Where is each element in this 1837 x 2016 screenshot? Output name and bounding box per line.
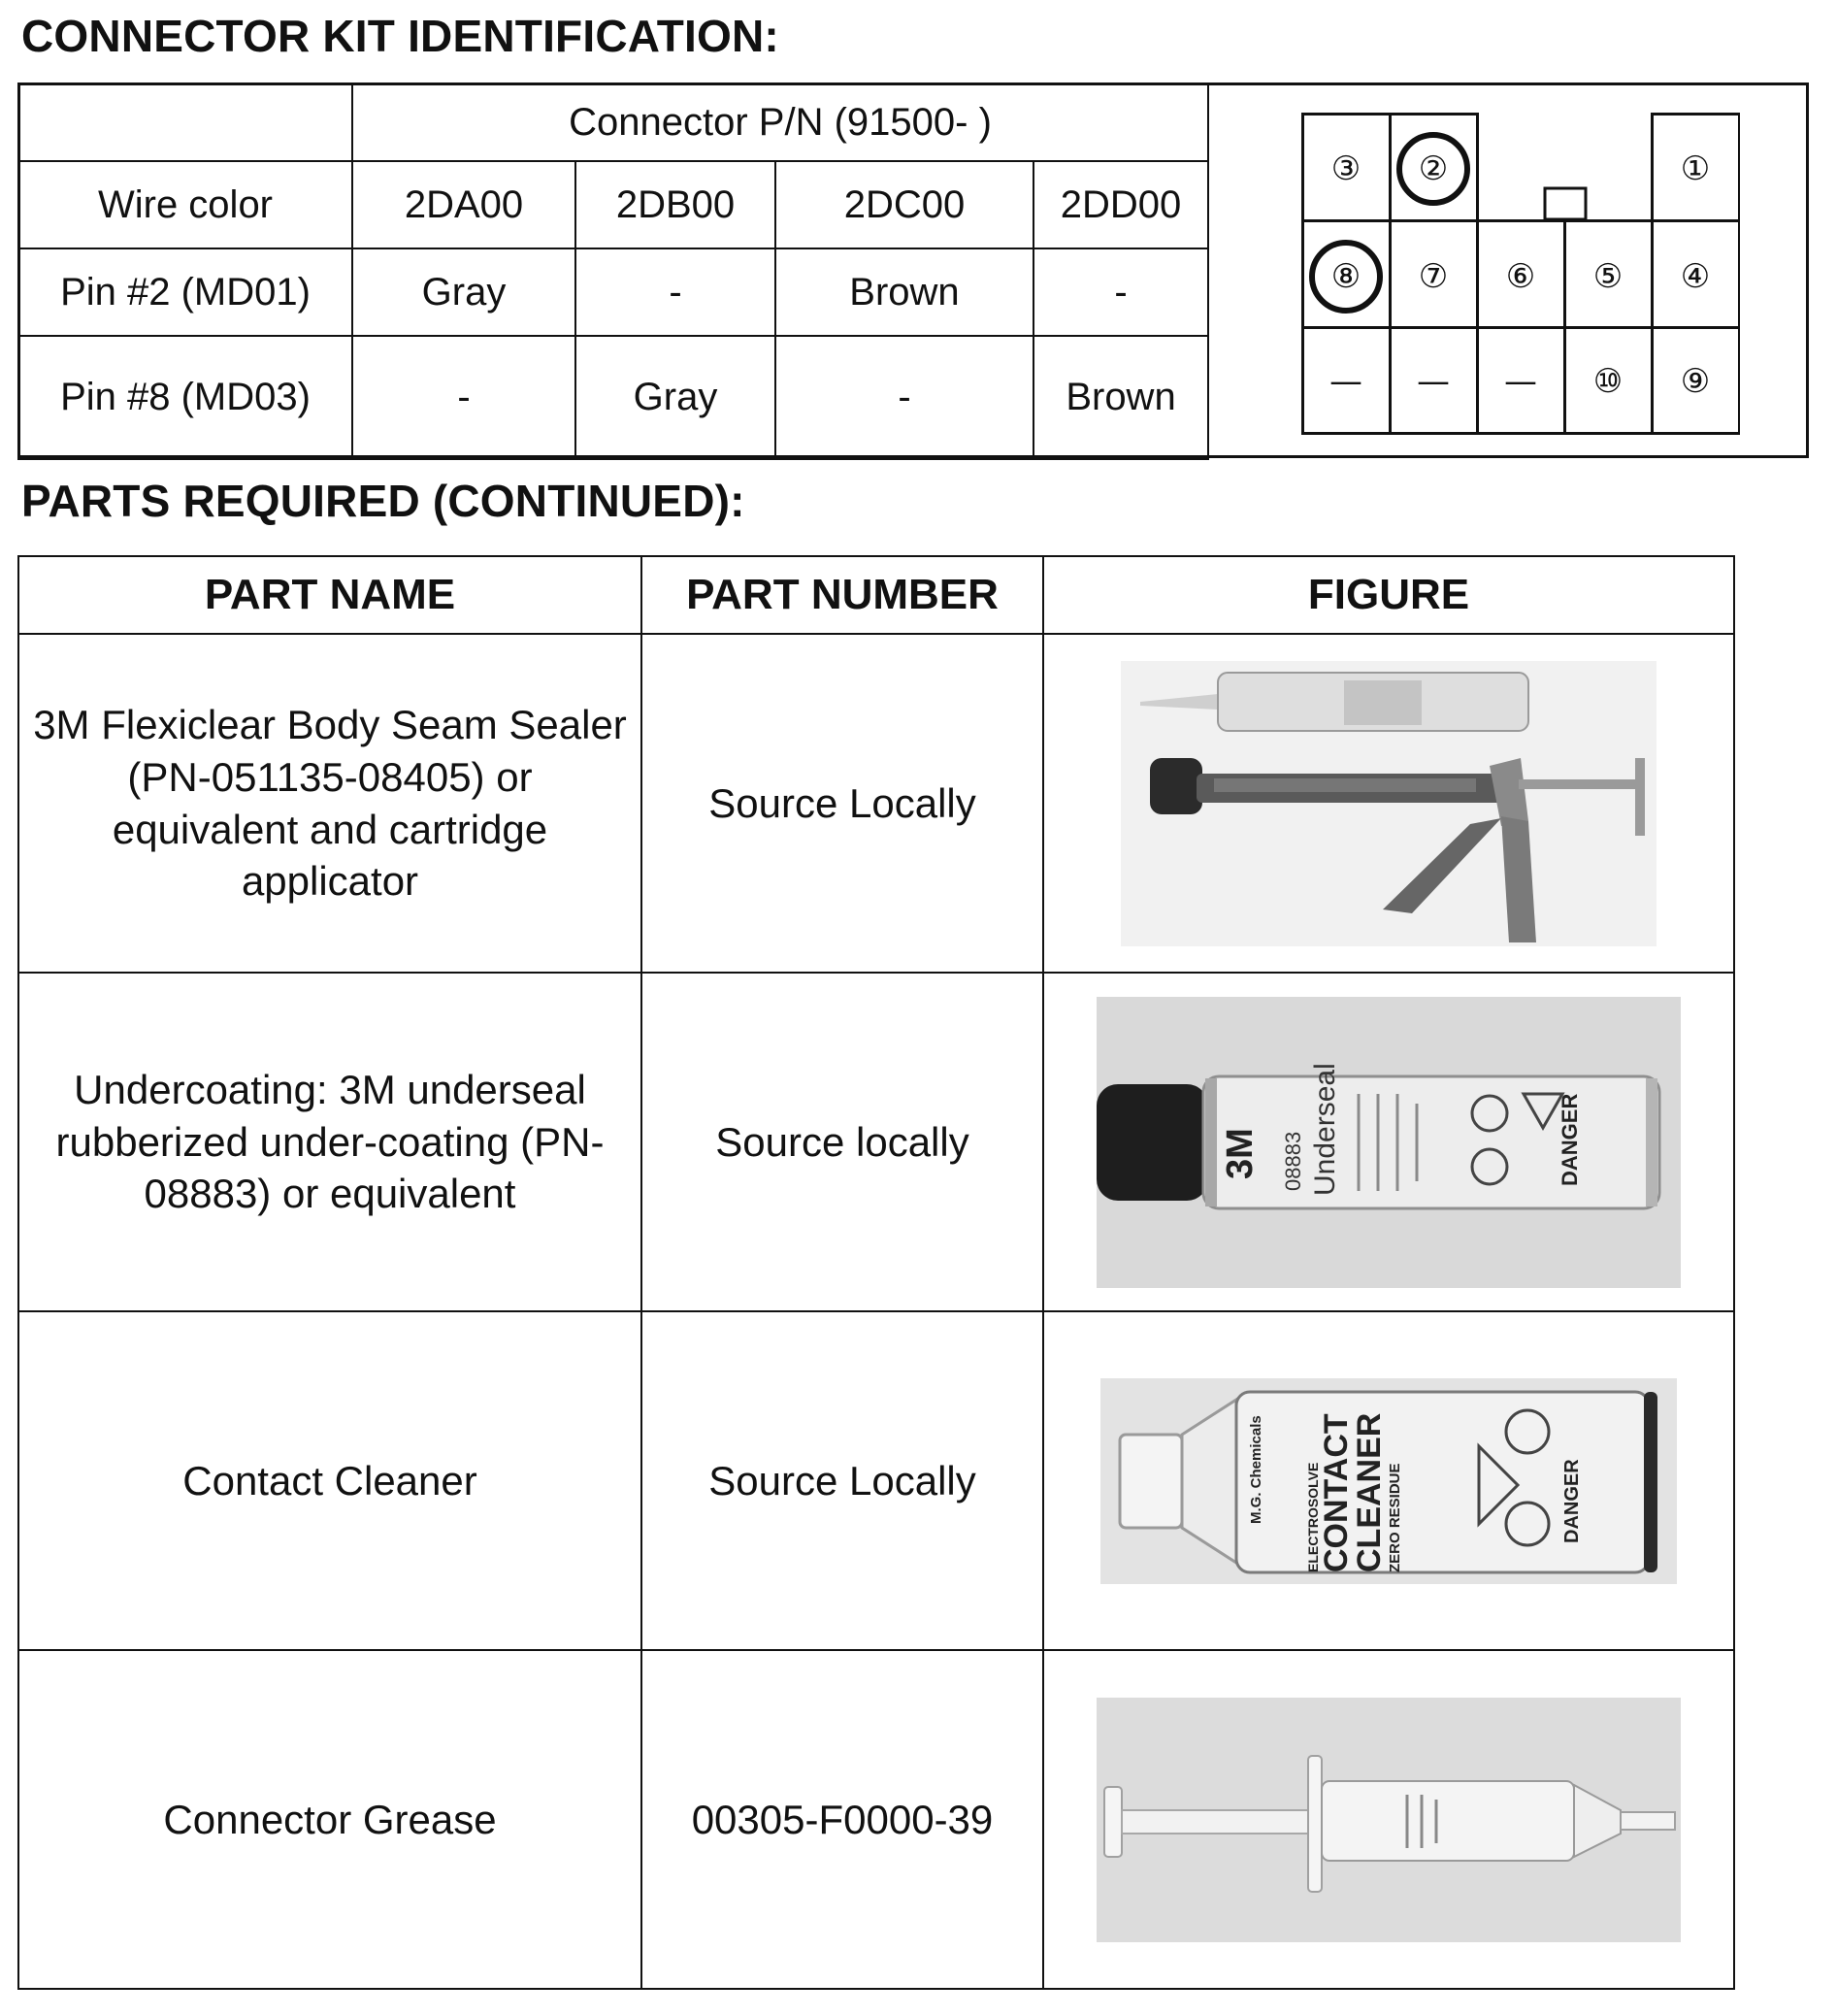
figure-cell	[1043, 1650, 1734, 1989]
kit-row-label: Pin #8 (MD03)	[18, 336, 352, 459]
part-name-cell: 3M Flexiclear Body Seam Sealer (PN-051135-08405) or equivalent and cartridge applicator	[18, 634, 641, 973]
kit-cell: -	[1033, 248, 1208, 336]
cleaner-subtitle-text: ZERO RESIDUE	[1387, 1462, 1403, 1572]
kit-cell: Brown	[1033, 336, 1208, 459]
pin-7-label: ⑦	[1418, 257, 1449, 296]
kit-column-header: 2DB00	[575, 161, 775, 248]
kit-cell: Gray	[352, 248, 575, 336]
grease-syringe-figure	[1097, 1698, 1681, 1942]
pin-empty-label: —	[1329, 362, 1362, 401]
figure-cell	[1043, 973, 1734, 1311]
undercoating-code-text: 08883	[1281, 1131, 1305, 1191]
part-number-cell: Source Locally	[641, 634, 1043, 973]
pin-5-label: ⑤	[1592, 257, 1624, 296]
kit-cell: Brown	[775, 248, 1033, 336]
caulk-gun-figure	[1121, 661, 1657, 946]
pin-8-label: ⑧	[1330, 257, 1361, 296]
kit-cell: -	[775, 336, 1033, 459]
kit-column-header: 2DA00	[352, 161, 575, 248]
connector-pin-diagram	[1301, 113, 1740, 435]
part-number-cell: 00305-F0000-39	[641, 1650, 1043, 1989]
undercoating-warning-text: DANGER	[1558, 1093, 1582, 1186]
connector-pn-header: Connector P/N (91500- )	[352, 83, 1208, 161]
figure-header: FIGURE	[1043, 556, 1734, 634]
cleaner-product-text-1: CONTACT	[1318, 1412, 1355, 1572]
cleaner-product-text-2: CLEANER	[1351, 1412, 1388, 1572]
connector-kit-table	[17, 83, 1209, 460]
part-number-cell: Source Locally	[641, 1311, 1043, 1650]
parts-required-table	[17, 555, 1735, 1990]
table-row	[18, 973, 1734, 1311]
parts-required-heading: PARTS REQUIRED (CONTINUED):	[21, 476, 745, 526]
pin-4-label: ④	[1680, 257, 1711, 296]
connector-kit-heading: CONNECTOR KIT IDENTIFICATION:	[21, 11, 779, 61]
kit-row-pin2	[18, 248, 1208, 336]
figure-cell	[1043, 634, 1734, 973]
undercoating-brand-text: 3M	[1220, 1127, 1261, 1179]
kit-column-header: 2DC00	[775, 161, 1033, 248]
part-name-header: PART NAME	[18, 556, 641, 634]
pin-2-label: ②	[1418, 149, 1449, 188]
table-row	[18, 634, 1734, 973]
pin-3-label: ③	[1330, 149, 1361, 188]
part-number-header: PART NUMBER	[641, 556, 1043, 634]
table-row	[18, 1650, 1734, 1989]
part-number-cell: Source locally	[641, 973, 1043, 1311]
pin-empty-label: —	[1417, 362, 1450, 401]
part-name-cell: Connector Grease	[18, 1650, 641, 1989]
pin-9-label: ⑨	[1680, 362, 1711, 401]
pin-empty-label: —	[1504, 362, 1537, 401]
cleaner-maker-text: M.G. Chemicals	[1248, 1414, 1264, 1524]
pin-6-label: ⑥	[1505, 257, 1536, 296]
pin-1-label: ①	[1680, 149, 1711, 188]
cleaner-warning-text: DANGER	[1561, 1458, 1583, 1543]
table-row	[18, 1311, 1734, 1650]
kit-cell: Gray	[575, 336, 775, 459]
kit-cell: -	[352, 336, 575, 459]
part-name-cell: Contact Cleaner	[18, 1311, 641, 1650]
figure-cell	[1043, 1311, 1734, 1650]
kit-column-header: 2DD00	[1033, 161, 1208, 248]
cleaner-line-text: ELECTROSOLVE	[1305, 1462, 1321, 1572]
kit-row-label: Pin #2 (MD01)	[18, 248, 352, 336]
kit-corner-cell	[18, 83, 352, 161]
kit-row-pin8	[18, 336, 1208, 459]
undercoating-product-text: Underseal	[1309, 1062, 1341, 1196]
contact-cleaner-can-figure	[1100, 1378, 1677, 1584]
kit-cell: -	[575, 248, 775, 336]
part-name-cell: Undercoating: 3M underseal rubberized under-coating (PN-08883) or equivalent	[18, 973, 641, 1311]
wire-color-header: Wire color	[18, 161, 352, 248]
pin-10-label: ⑩	[1592, 362, 1624, 401]
undercoating-can-figure	[1097, 997, 1681, 1288]
